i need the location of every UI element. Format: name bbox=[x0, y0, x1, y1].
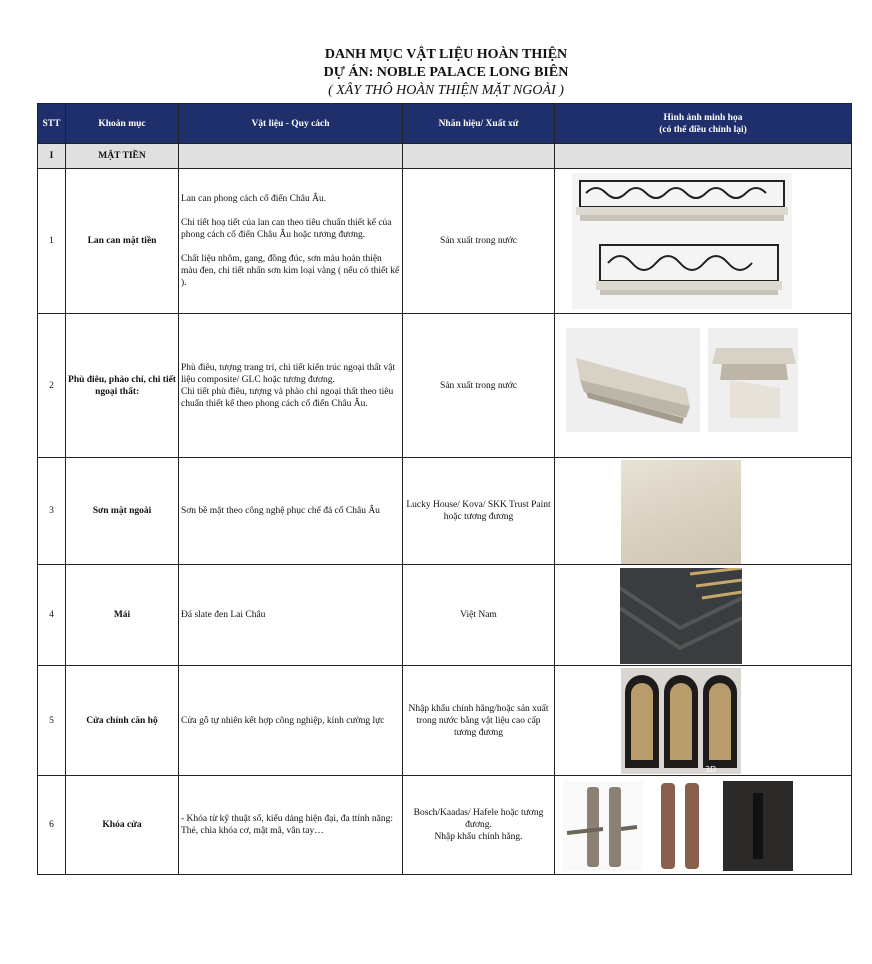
door-photo-caption: 3D bbox=[705, 765, 717, 774]
table-header-row bbox=[38, 104, 852, 144]
row-stt: 5 bbox=[38, 666, 66, 776]
row-material: Sơn bề mặt theo công nghệ phục chế đá cổ Châu Âu bbox=[179, 458, 403, 565]
brand-line: Nhập khẩu chính hãng. bbox=[434, 832, 523, 842]
header-image bbox=[555, 104, 852, 144]
table-row bbox=[38, 458, 852, 565]
table-row bbox=[38, 169, 852, 314]
header-brand: Nhãn hiệu/ Xuất xứ bbox=[403, 104, 555, 144]
table-row bbox=[38, 776, 852, 875]
door-photo bbox=[621, 668, 741, 774]
row-brand: Nhập khẩu chính hãng/hoặc sản xuất trong nước bằng vật liệu cao cấp tương đương bbox=[403, 666, 555, 776]
row-stt: 6 bbox=[38, 776, 66, 875]
row-brand: Việt Nam bbox=[403, 565, 555, 666]
row-material: Đá slate đen Lai Châu bbox=[179, 565, 403, 666]
header-image-line2: (có thể điều chỉnh lại) bbox=[659, 124, 747, 135]
row-item: Khóa cửa bbox=[66, 776, 179, 875]
section-row bbox=[38, 144, 852, 169]
row-material bbox=[179, 314, 403, 458]
material-paragraph: Chi tiết phù điêu, tượng và phào chỉ ngoại thất theo tiêu chuẩn thiết kế theo phong cách cổ điển Châu Âu. bbox=[181, 386, 394, 409]
table-row bbox=[38, 314, 852, 458]
brand-line: Bosch/Kaadas/ Hafele hoặc tương đương. bbox=[413, 808, 544, 830]
table-row bbox=[38, 666, 852, 776]
row-stt: 2 bbox=[38, 314, 66, 458]
material-paragraph: Chất liệu nhôm, gang, đồng đúc, sơn màu hoàn thiện màu đen, chi tiết nhấn sơn kim loại vàng ( nếu có thiết kế ). bbox=[181, 254, 400, 288]
header-stt: STT bbox=[38, 104, 66, 144]
header-image-line1: Hình ảnh minh họa bbox=[663, 112, 743, 123]
document-title-block bbox=[0, 46, 872, 100]
row-item: Mái bbox=[66, 565, 179, 666]
row-image bbox=[555, 666, 852, 776]
row-material: - Khóa từ kỹ thuật số, kiểu dáng hiện đại, đa ttính năng: Thẻ, chìa khóa cơ, mật mã, vân tay… bbox=[179, 776, 403, 875]
row-image bbox=[555, 458, 852, 565]
row-brand: Sản xuất trong nước bbox=[403, 314, 555, 458]
row-image bbox=[555, 314, 852, 458]
header-item: Khoản mục bbox=[66, 104, 179, 144]
row-item: Cửa chính căn hộ bbox=[66, 666, 179, 776]
title-line-2: DỰ ÁN: NOBLE PALACE LONG BIÊN bbox=[323, 65, 569, 80]
materials-table bbox=[37, 103, 852, 875]
balustrade-photo bbox=[572, 173, 792, 309]
row-stt: 4 bbox=[38, 565, 66, 666]
title-line-1: DANH MỤC VẬT LIỆU HOÀN THIỆN bbox=[324, 47, 568, 62]
row-brand: Lucky House/ Kova/ SKK Trust Paint hoặc tương đương bbox=[403, 458, 555, 565]
title-line-3: ( XÂY THÔ HOÀN THIỆN MẶT NGOÀI ) bbox=[328, 83, 564, 98]
row-brand bbox=[403, 776, 555, 875]
section-name: MẶT TIỀN bbox=[66, 144, 179, 169]
row-material bbox=[179, 169, 403, 314]
row-image bbox=[555, 169, 852, 314]
material-paragraph: Phù điêu, tượng trang trí, chi tiết kiến trúc ngoại thất vật liệu composite/ GLC hoặc tương đương. bbox=[181, 362, 396, 385]
door-lock-photo bbox=[563, 781, 795, 871]
row-item: Phù điêu, phào chỉ, chi tiết ngoại thất: bbox=[66, 314, 179, 458]
row-item: Lan can mặt tiền bbox=[66, 169, 179, 314]
slate-roof-photo bbox=[620, 568, 742, 664]
material-paragraph: Chi tiết hoạ tiết của lan can theo tiêu chuẩn thiết kế của phong cách cổ điển Châu Âu hoặc tương đương. bbox=[181, 218, 392, 240]
row-item: Sơn mặt ngoài bbox=[66, 458, 179, 565]
table-row bbox=[38, 565, 852, 666]
section-stt: I bbox=[38, 144, 66, 169]
row-brand: Sản xuất trong nước bbox=[403, 169, 555, 314]
row-image bbox=[555, 776, 852, 875]
header-material: Vật liệu - Quy cách bbox=[179, 104, 403, 144]
row-stt: 3 bbox=[38, 458, 66, 565]
material-paragraph: Lan can phong cách cổ điển Châu Âu. bbox=[181, 194, 327, 204]
stone-paint-photo bbox=[621, 460, 741, 564]
row-image bbox=[555, 565, 852, 666]
row-stt: 1 bbox=[38, 169, 66, 314]
cornice-photo bbox=[566, 328, 802, 432]
row-material: Cửa gỗ tự nhiên kết hợp công nghiệp, kính cường lực bbox=[179, 666, 403, 776]
